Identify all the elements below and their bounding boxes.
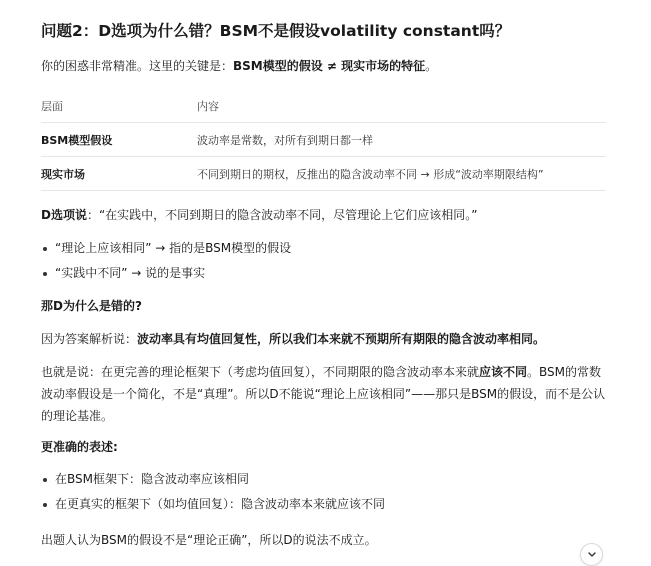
scroll-down-button[interactable] [580,543,603,566]
table-cell-aspect: 现实市场 [41,157,197,191]
explain-part2: 。BSM的常数波动率假设是一个简化，不是“真理”。所以D不能说“理论上应该相同”——那只是BSM的假设，而不是公认的理论基准。 [41,365,606,423]
table-header-aspect: 层面 [41,89,197,123]
list-item: 在更真实的框架下（如均值回复）：隐含波动率本来就应该不同 [41,492,385,517]
answer-paragraph [41,328,545,350]
table-cell-aspect: BSM模型假设 [41,123,197,157]
table-header-row [41,89,606,123]
question-heading: 问题2：D选项为什么错？BSM不是假设volatility constant吗？ [41,22,511,40]
answer-prefix: 因为答案解析说： [41,332,138,346]
explain-bold: 应该不同 [479,365,528,379]
explain-paragraph [41,361,607,427]
d-option-paragraph [41,204,477,226]
bullet-list-2 [41,467,385,517]
table-cell-content: 不同到期日的期权，反推出的隐含波动率不同 → 形成“波动率期限结构” [197,157,606,191]
list-item: “实践中不同” → 说的是事实 [41,261,291,286]
intro-bold: BSM模型的假设 ≠ 现实市场的特征 [233,59,426,73]
d-option-bold: D选项说 [41,208,87,222]
list-item: 在BSM框架下：隐含波动率应该相同 [41,467,385,492]
d-option-text: ：“在实践中，不同到期日的隐含波动率不同，尽管理论上它们应该相同。” [86,208,478,222]
intro-prefix: 你的困惑非常精准。这里的关键是： [41,59,234,73]
intro-paragraph [41,55,437,77]
intro-suffix: 。 [425,59,438,73]
list-item: “理论上应该相同” → 指的是BSM模型的假设 [41,236,291,261]
table-row [41,123,606,157]
why-heading: 那D为什么是错的? [41,299,142,313]
table-header-content: 内容 [197,89,606,123]
accurate-heading: 更准确的表述: [41,440,118,454]
conclusion-paragraph: 出题人认为BSM的假设不是“理论正确”，所以D的说法不成立。 [41,533,377,547]
answer-bold: 波动率具有均值回复性，所以我们本来就不预期所有期限的隐含波动率相同。 [137,332,546,346]
table-cell-content: 波动率是常数，对所有到期日都一样 [197,123,606,157]
explain-part1: 也就是说：在更完善的理论框架下（考虑均值回复），不同期限的隐含波动率本来就 [41,365,480,379]
chevron-down-icon [587,551,597,559]
table-row [41,157,606,191]
comparison-table [41,89,606,191]
bullet-list-1 [41,236,291,286]
